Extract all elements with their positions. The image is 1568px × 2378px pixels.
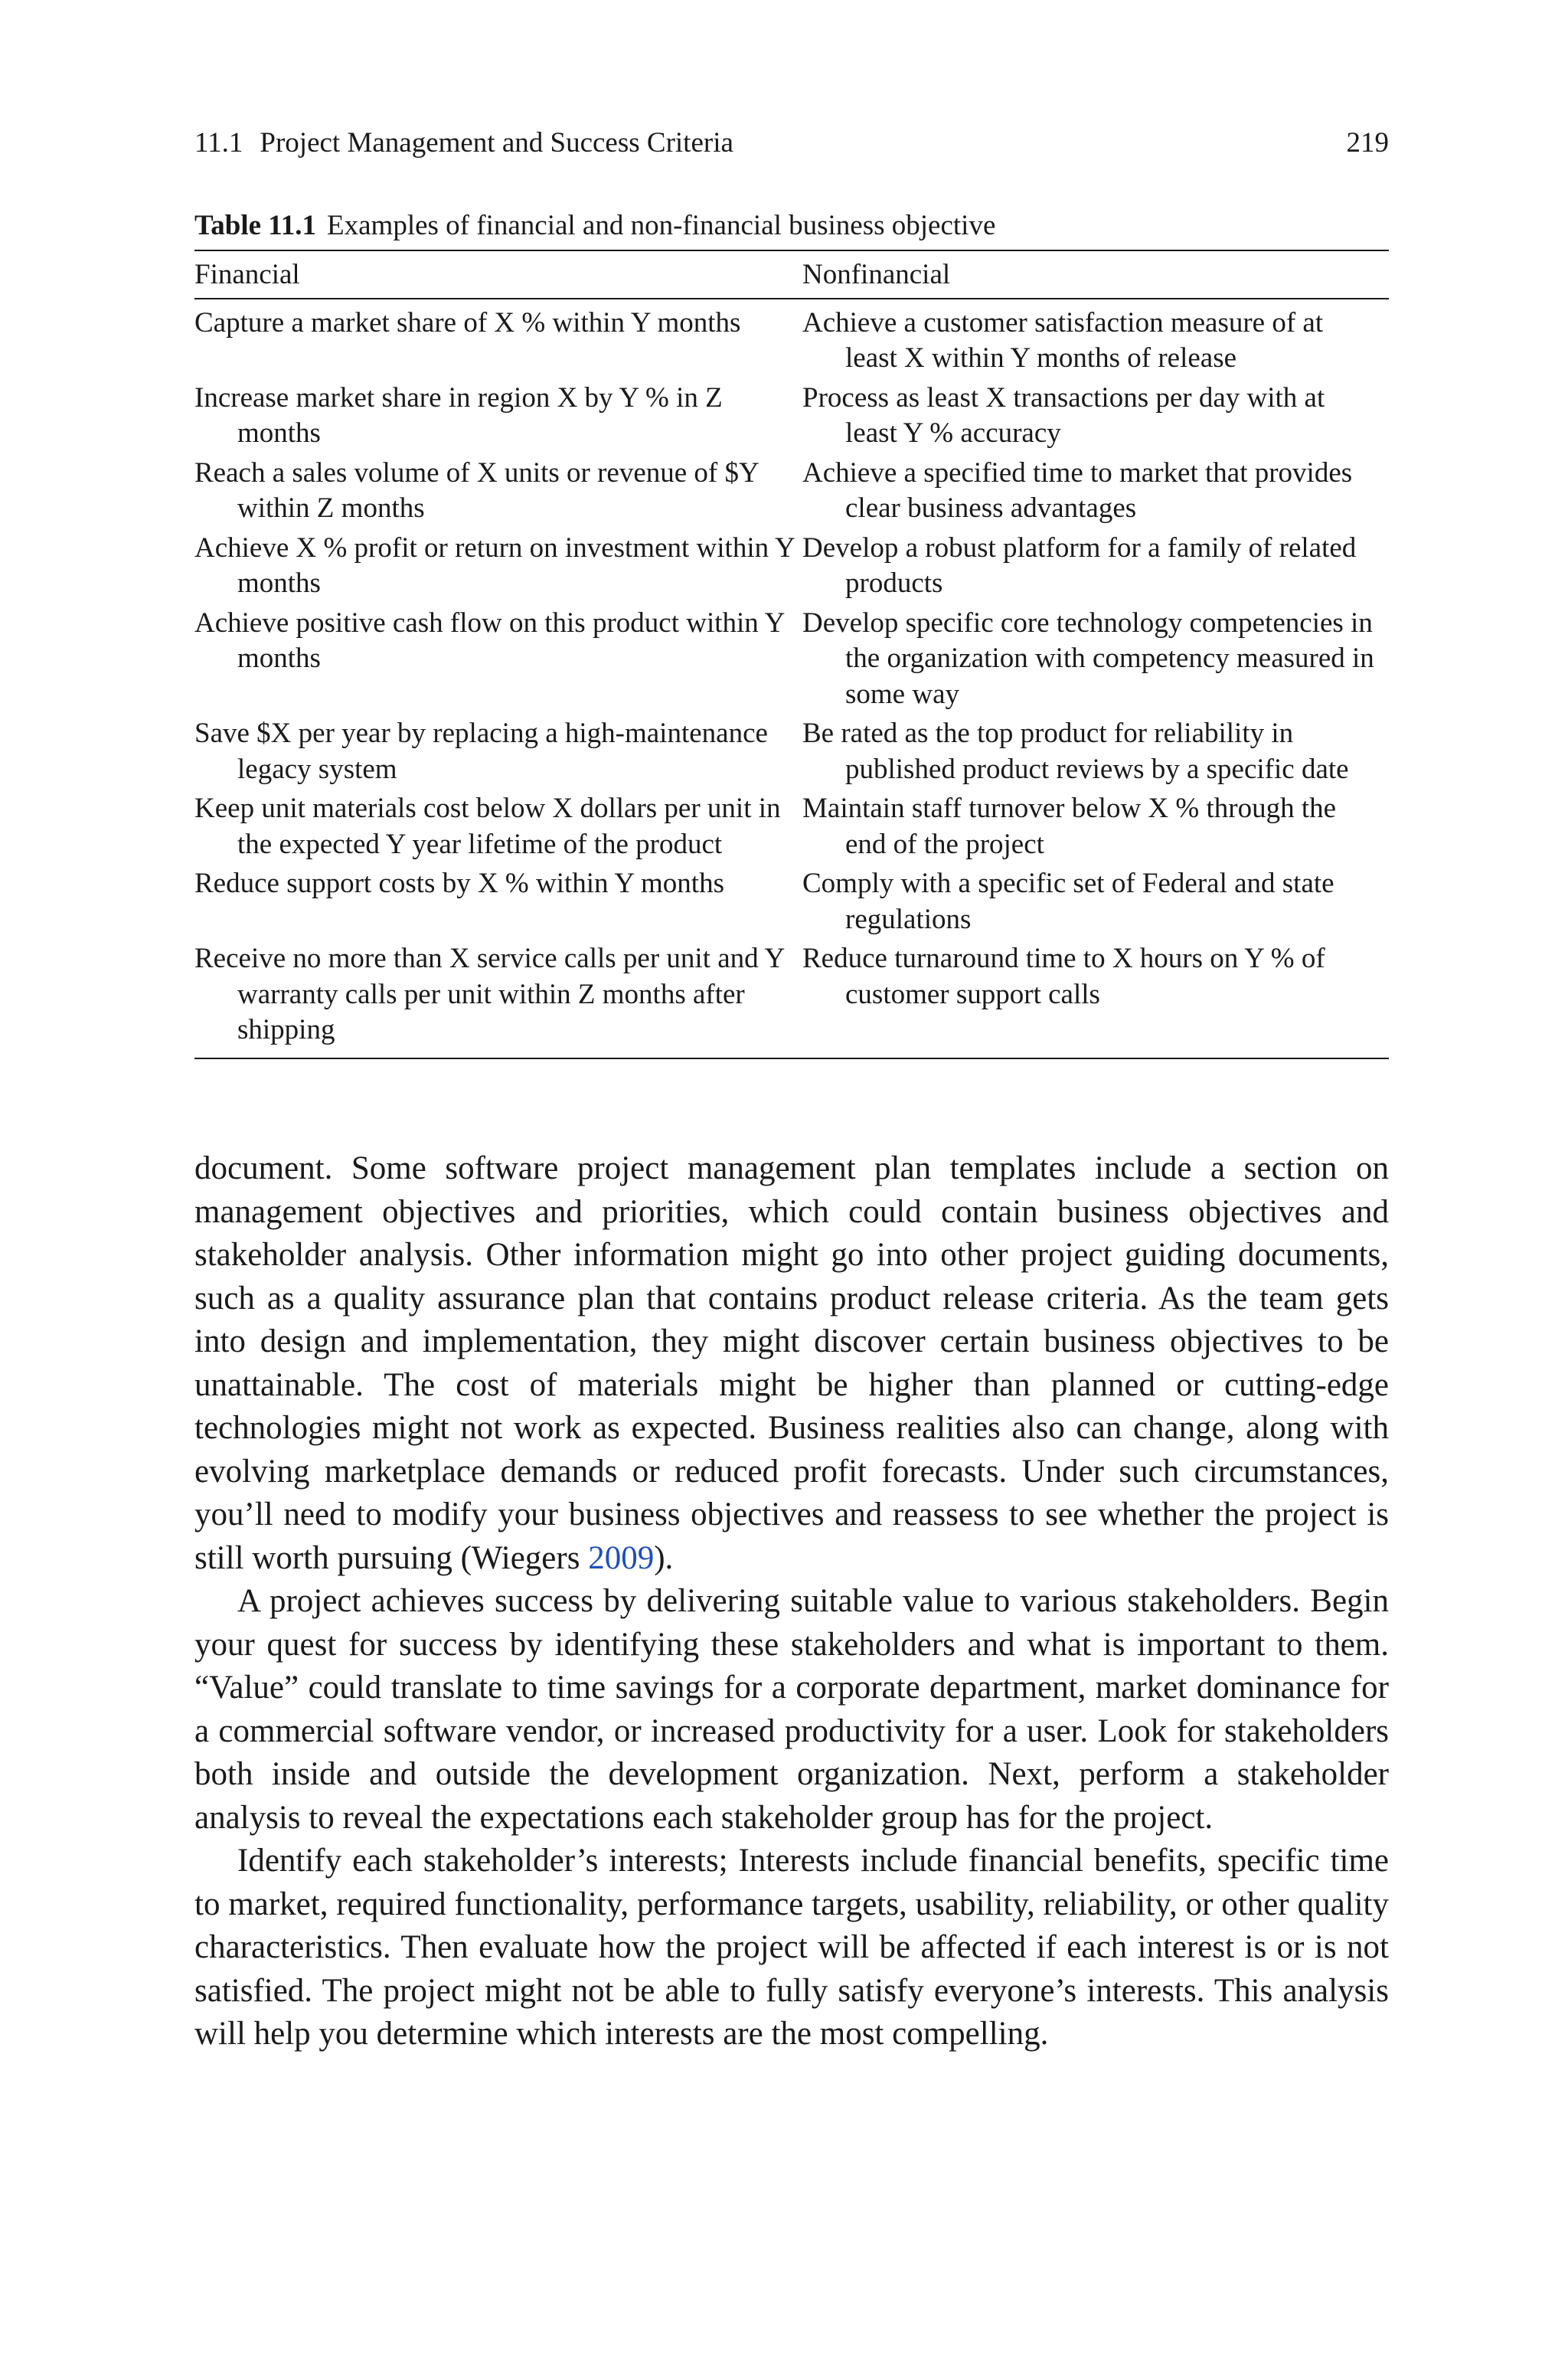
table-cell: [802, 299, 1389, 381]
body-text: [194, 1147, 1389, 2056]
cell-text: Capture a market share of X % within Y months: [194, 306, 741, 339]
table-block: [194, 208, 1389, 1059]
table-cell: [802, 456, 1389, 531]
cell-text: Reduce turnaround time to X hours on Y % of customer support calls: [802, 943, 1325, 1010]
cell-text: Keep unit materials cost below X dollars per unit in the expected Y year lifetime of the product: [194, 793, 781, 860]
column-header-financial: Financial: [194, 250, 802, 299]
table-row: [194, 606, 1389, 717]
table-cell: [194, 606, 802, 717]
table-cell: [802, 941, 1389, 1058]
table-cell: [194, 456, 802, 531]
table-row: [194, 531, 1389, 606]
cell-text: Develop specific core technology competencies in the organization with competency measured in some way: [802, 607, 1374, 710]
cell-text: Comply with a specific set of Federal and state regulations: [802, 868, 1334, 935]
cell-text: Achieve X % profit or return on investment within Y months: [194, 532, 795, 599]
cell-text: Increase market share in region X by Y % in Z months: [194, 381, 723, 449]
table-cell: [194, 941, 802, 1058]
table-row: [194, 791, 1389, 866]
cell-text: Be rated as the top product for reliability in published product reviews by a specific date: [802, 718, 1349, 785]
objectives-table: [194, 250, 1389, 1059]
table-cell: [194, 791, 802, 866]
table-cell: [194, 381, 802, 456]
table-cell: [802, 866, 1389, 941]
cell-text: Reach a sales volume of X units or revenue of $Y within Z months: [194, 456, 759, 524]
cell-text: Develop a robust platform for a family of related products: [802, 532, 1357, 599]
table-label: Table 11.1: [194, 210, 317, 241]
table-cell: [194, 299, 802, 381]
cell-text: Save $X per year by replacing a high-maintenance legacy system: [194, 718, 768, 785]
table-cell: [802, 791, 1389, 866]
table-cell: [194, 531, 802, 606]
cell-text: Reduce support costs by X % within Y months: [194, 868, 724, 899]
page-number: 219: [1346, 127, 1389, 159]
cell-text: Achieve a specified time to market that provides clear business advantages: [802, 456, 1353, 524]
citation-link[interactable]: 2009: [588, 1539, 655, 1576]
table-header-row: [194, 250, 1389, 299]
cell-text: Maintain staff turnover below X % through the end of the project: [802, 793, 1337, 860]
cell-text: Receive no more than X service calls per unit and Y warranty calls per unit within Z months after shipping: [194, 943, 784, 1045]
table-cell: [802, 606, 1389, 717]
body-paragraph-2: A project achieves success by delivering suitable value to various stakeholders. Begin your quest for success by identifying these stakeholders and what is important to them. “Value” could translate to time savings for a corporate department, market dominance for a commercial software vendor, or increased productivity for a user. Look for stakeholders both inside and outside the development organization. Next, perform a stakeholder analysis to reveal the expectations each stakeholder group has for the project.: [194, 1583, 1389, 1836]
table-caption-text: Examples of financial and non-financial business objective: [327, 210, 996, 241]
cell-text: Process as least X transactions per day with at least Y % accuracy: [802, 381, 1325, 449]
table-cell: [802, 716, 1389, 791]
section-number: 11.1: [194, 127, 243, 159]
body-paragraph-3: Identify each stakeholder’s interests; Interests include financial benefits, specific time to market, required functionality, performance targets, usability, reliability, or other quality characteristics. Then evaluate how the project will be affected if each interest is or is not satisfied. The project might not be able to fully satisfy everyone’s interests. This analysis will help you determine which interests are the most compelling.: [194, 1843, 1389, 2052]
body-paragraph-1: [194, 1147, 1389, 1580]
table-cell: [194, 866, 802, 941]
cell-text: Achieve a customer satisfaction measure of at least X within Y months of release: [802, 306, 1324, 374]
table-caption: [194, 208, 1389, 244]
paragraph-1-text: document. Some software project management plan templates include a section on management objectives and priorities, which could contain business objectives and stakeholder analysis. Other information might go into other project guiding documents, such as a quality assurance plan that contains product release criteria. As the team gets into design and implementation, they might discover certain business objectives to be unattainable. The cost of materials might be higher than planned or cutting-edge technologies might not work as expected. Business realities also can change, along with evolving marketplace demands or reduced profit forecasts. Under such circumstances, you’ll need to modify your business objectives and reassess to see whether the project is still worth pursuing (Wiegers: [194, 1150, 1389, 1576]
running-head-section: [194, 126, 733, 161]
table-row: [194, 941, 1389, 1058]
paragraph-1-tail: ).: [654, 1539, 674, 1576]
table-row: [194, 866, 1389, 941]
table-row: [194, 299, 1389, 381]
table-cell: [194, 716, 802, 791]
column-header-nonfinancial: Nonfinancial: [802, 250, 1389, 299]
section-title: Project Management and Success Criteria: [260, 127, 733, 159]
table-row: [194, 716, 1389, 791]
table-cell: [802, 381, 1389, 456]
table-row: [194, 456, 1389, 531]
table-cell: [802, 531, 1389, 606]
table-row: [194, 381, 1389, 456]
cell-text: Achieve positive cash flow on this product within Y months: [194, 607, 785, 674]
